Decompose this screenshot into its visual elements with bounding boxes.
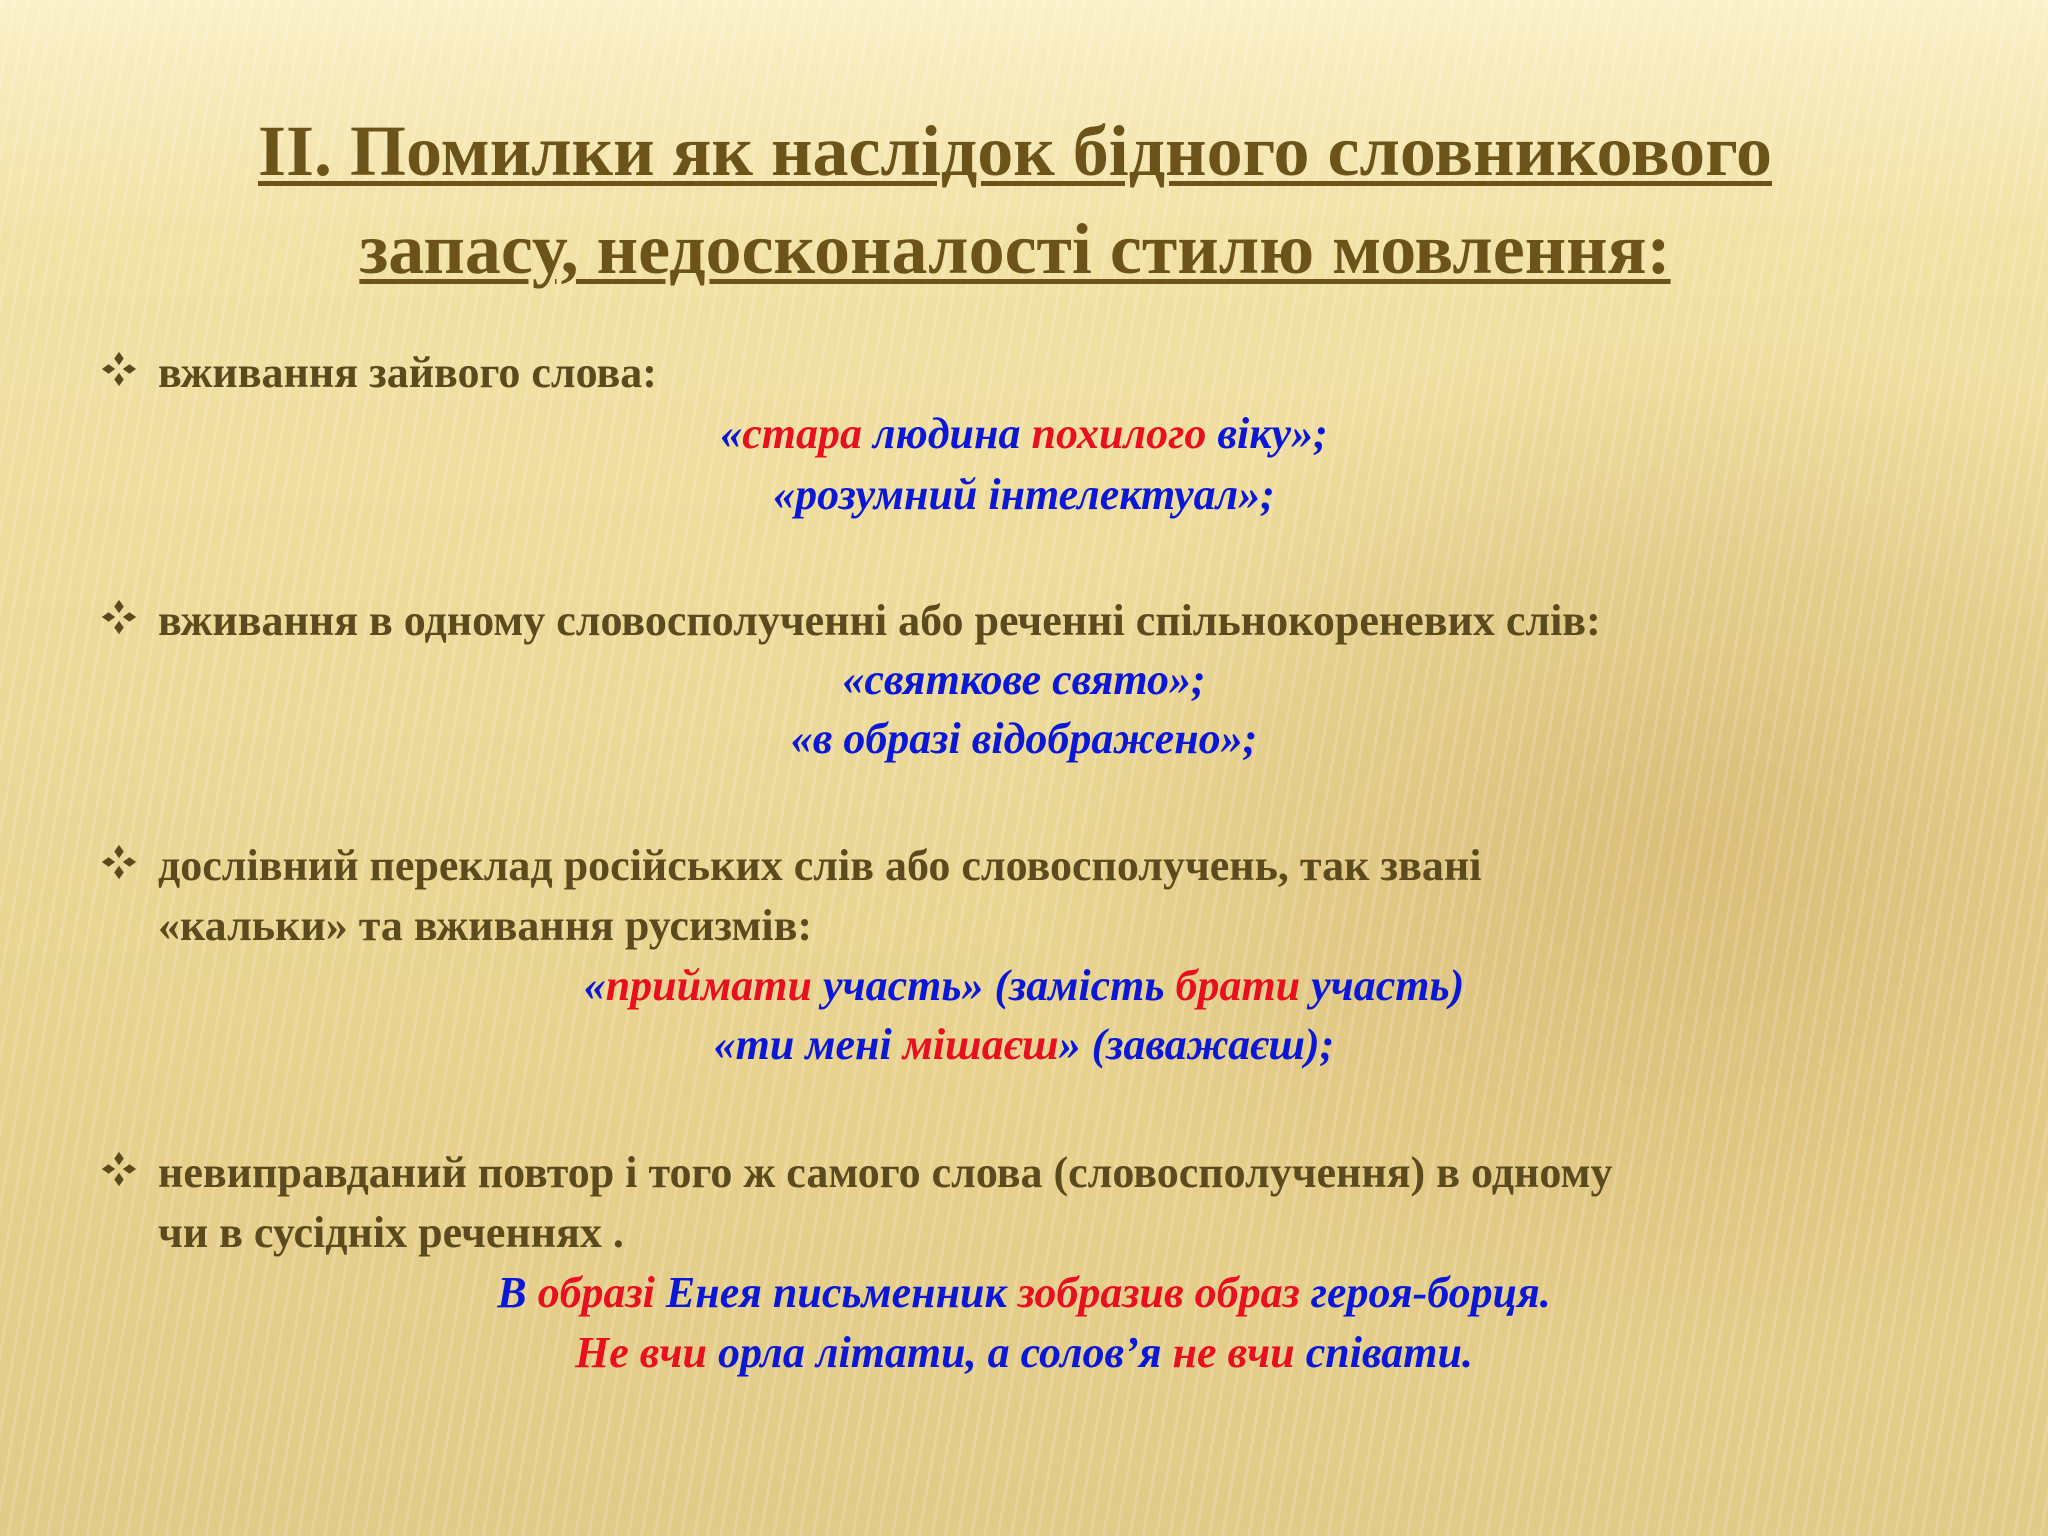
bullet-1-example-2 bbox=[0, 464, 2048, 526]
example-segment: участь» (замість bbox=[811, 961, 1176, 1010]
example-segment-highlight: зобразив образ bbox=[1017, 1268, 1300, 1317]
example-segment: «в образі відображено»; bbox=[790, 714, 1258, 763]
example-segment-highlight: мішаєш bbox=[902, 1020, 1059, 1069]
example-segment: В bbox=[497, 1268, 538, 1317]
example-segment-highlight: брати bbox=[1175, 961, 1301, 1010]
bullet-3-example-2 bbox=[0, 1014, 2048, 1076]
bullet-1-line-1: вживання зайвого слова: bbox=[158, 348, 657, 397]
example-segment: «ти мені bbox=[713, 1020, 903, 1069]
title-line-2: запасу, недосконалості стилю мовлення: bbox=[359, 209, 1671, 289]
diamond-bullet-icon bbox=[100, 598, 138, 636]
example-segment-highlight: стара bbox=[742, 409, 863, 458]
diamond-bullet-icon bbox=[100, 843, 138, 881]
example-segment: « bbox=[720, 409, 743, 458]
bullet-3-example-1 bbox=[0, 955, 2048, 1017]
example-segment-highlight: приймати bbox=[605, 961, 812, 1010]
example-segment-highlight: похилого bbox=[1031, 409, 1207, 458]
bullet-1-example-1 bbox=[0, 403, 2048, 465]
example-segment: героя-борця. bbox=[1299, 1268, 1551, 1317]
example-segment: Енея письменник bbox=[654, 1268, 1018, 1317]
bullet-2-example-1 bbox=[0, 649, 2048, 711]
example-segment: людина bbox=[862, 409, 1032, 458]
example-segment: віку»; bbox=[1206, 409, 1328, 458]
example-segment-highlight: не вчи bbox=[1172, 1328, 1295, 1377]
example-segment: «святкове свято»; bbox=[842, 655, 1206, 704]
example-segment: «розумний інтелектуал»; bbox=[773, 470, 1275, 519]
example-segment: орла літати, а солов’я bbox=[706, 1328, 1173, 1377]
bullet-4-example-2 bbox=[0, 1322, 2048, 1384]
bullet-4-example-1 bbox=[0, 1262, 2048, 1324]
slide-title bbox=[100, 102, 1930, 298]
bullet-4-line-1: невиправданий повтор і того ж самого слова (словосполучення) в одному bbox=[158, 1148, 1613, 1197]
bullet-3-line-1: дослівний переклад російських слів або словосполучень, так звані bbox=[158, 841, 1482, 890]
example-segment: участь) bbox=[1300, 961, 1465, 1010]
example-segment: співати. bbox=[1294, 1328, 1473, 1377]
bullet-2-example-2 bbox=[0, 708, 2048, 770]
example-segment: « bbox=[583, 961, 606, 1010]
example-segment-highlight: Не вчи bbox=[575, 1328, 707, 1377]
example-segment: » (заважаєш); bbox=[1058, 1020, 1335, 1069]
diamond-bullet-icon bbox=[100, 1150, 138, 1188]
diamond-bullet-icon bbox=[100, 350, 138, 388]
example-segment-highlight: образі bbox=[537, 1268, 655, 1317]
bullet-2-line-1: вживання в одному словосполученні або реченні спільнокореневих слів: bbox=[158, 596, 1601, 645]
bullet-4-line-2: чи в сусідніх реченнях . bbox=[158, 1208, 624, 1257]
title-line-1: II. Помилки як наслідок бідного словникового bbox=[257, 111, 1772, 191]
bullet-3-line-2: «кальки» та вживання русизмів: bbox=[158, 901, 812, 950]
